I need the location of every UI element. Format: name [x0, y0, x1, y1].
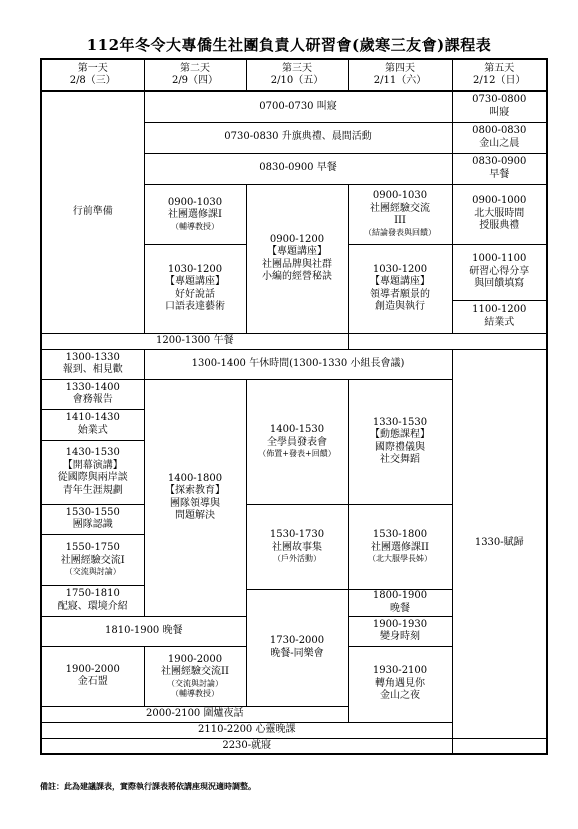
- lunch-cell: 1200-1300 午餐: [41, 333, 348, 349]
- d4-1930-cell: 1930-2100 轉角遇見你 金山之夜: [348, 646, 452, 722]
- page-title: 112年冬令大專僑生社團負責人研習會(歲寒三友會)課程表: [86, 36, 492, 54]
- d5-0800-cell: 0800-0830 金山之晨: [452, 122, 547, 153]
- d5-1100-cell: 1100-1200 結業式: [452, 300, 547, 333]
- day-5-header: 第五天 2/12（日）: [452, 59, 547, 91]
- d2-1900-cell: 1900-2000 社團經驗交流II （交流與討論） （輔導教授）: [144, 646, 246, 706]
- footnote: 備註：此為建議課表，實際執行課表將依講座現況適時調整。: [40, 781, 256, 791]
- day-4-header: 第四天 2/11（六）: [348, 59, 452, 91]
- d1-1300-cell: 1300-1330 報到、相見歡: [41, 349, 144, 379]
- d3-1730-cell: 1730-2000 晚餐-同樂會: [246, 589, 348, 706]
- d4-1330-cell: 1330-1530 【動態課程】 國際禮儀與 社交舞蹈: [348, 379, 452, 504]
- day-1-header: 第一天 2/8（三）: [41, 59, 144, 91]
- d5-1000-cell: 1000-1100 研習心得分享 與回饋填寫: [452, 244, 547, 300]
- d4-1030-cell: 1030-1200 【專題講座】 領導者願景的 創造與執行: [348, 244, 452, 333]
- d1-1900-cell: 1900-2000 金石盟: [41, 646, 144, 706]
- d5-0830-cell: 0830-0900 早餐: [452, 153, 547, 184]
- d3-0900-cell: 0900-1200 【專題講座】 社團品牌與社群 小編的經營秘訣: [246, 184, 348, 333]
- d1-1430-cell: 1430-1530 【開幕演講】 從國際與兩岸談 青年生涯規劃: [41, 440, 144, 504]
- d1-1330-cell: 1330-1400 會務報告: [41, 379, 144, 409]
- d4-1900-cell: 1900-1930 變身時刻: [348, 616, 452, 646]
- flag-ceremony-cell: 0730-0830 升旗典禮、晨間活動: [144, 122, 452, 153]
- day-2-header: 第二天 2/9（四）: [144, 59, 246, 91]
- d1-1550-cell: 1550-1750 社團經驗交流Ⅰ （交流與討論）: [41, 534, 144, 585]
- d3-1400-cell: 1400-1530 全學員發表會 （佈置+發表+回饋）: [246, 379, 348, 504]
- wake-cell: 0700-0730 叫寢: [144, 91, 452, 122]
- d2-1030-cell: 1030-1200 【專題講座】 好好說話 口語表達藝術: [144, 244, 246, 333]
- d4-0900-cell: 0900-1030 社團經驗交流 III （結論發表與回饋）: [348, 184, 452, 244]
- lights-out-cell: 2230-就寢: [41, 738, 452, 754]
- d5-0730-cell: 0730-0800 叫寢: [452, 91, 547, 122]
- d5-departure-cell: 1330-賦歸: [452, 349, 547, 738]
- dinner-cell: 1810-1900 晚餐: [41, 616, 246, 646]
- d2-0900-cell: 0900-1030 社團選修課Ⅰ （輔導教授）: [144, 184, 246, 244]
- fireside-chat-cell: 2000-2100 圍爐夜話: [41, 706, 348, 722]
- schedule-table: [40, 58, 548, 755]
- d5-0900-cell: 0900-1000 北大服時間 授服典禮: [452, 184, 547, 244]
- day-3-header: 第三天 2/10（五）: [246, 59, 348, 91]
- breakfast-cell: 0830-0900 早餐: [144, 153, 452, 184]
- day1-prep-cell: 行前準備: [41, 91, 144, 333]
- d3-1530-cell: 1530-1730 社團故事集 （戶外活動）: [246, 504, 348, 589]
- d4-1530-cell: 1530-1800 社團選修課II （北大服學長姊）: [348, 504, 452, 589]
- d2-1400-cell: 1400-1800 【探索教育】 團隊領導與 問題解決: [144, 379, 246, 616]
- rest-cell: 1300-1400 午休時間(1300-1330 小組長會議): [144, 349, 452, 379]
- d4-1800-cell: 1800-1900 晚餐: [348, 589, 452, 616]
- d1-1410-cell: 1410-1430 始業式: [41, 409, 144, 440]
- d1-1530-cell: 1530-1550 團隊認識: [41, 504, 144, 534]
- d1-1750-cell: 1750-1810 配寢、環境介紹: [41, 585, 144, 616]
- evening-class-cell: 2110-2200 心靈晚課: [41, 722, 452, 738]
- header-row: [41, 59, 547, 91]
